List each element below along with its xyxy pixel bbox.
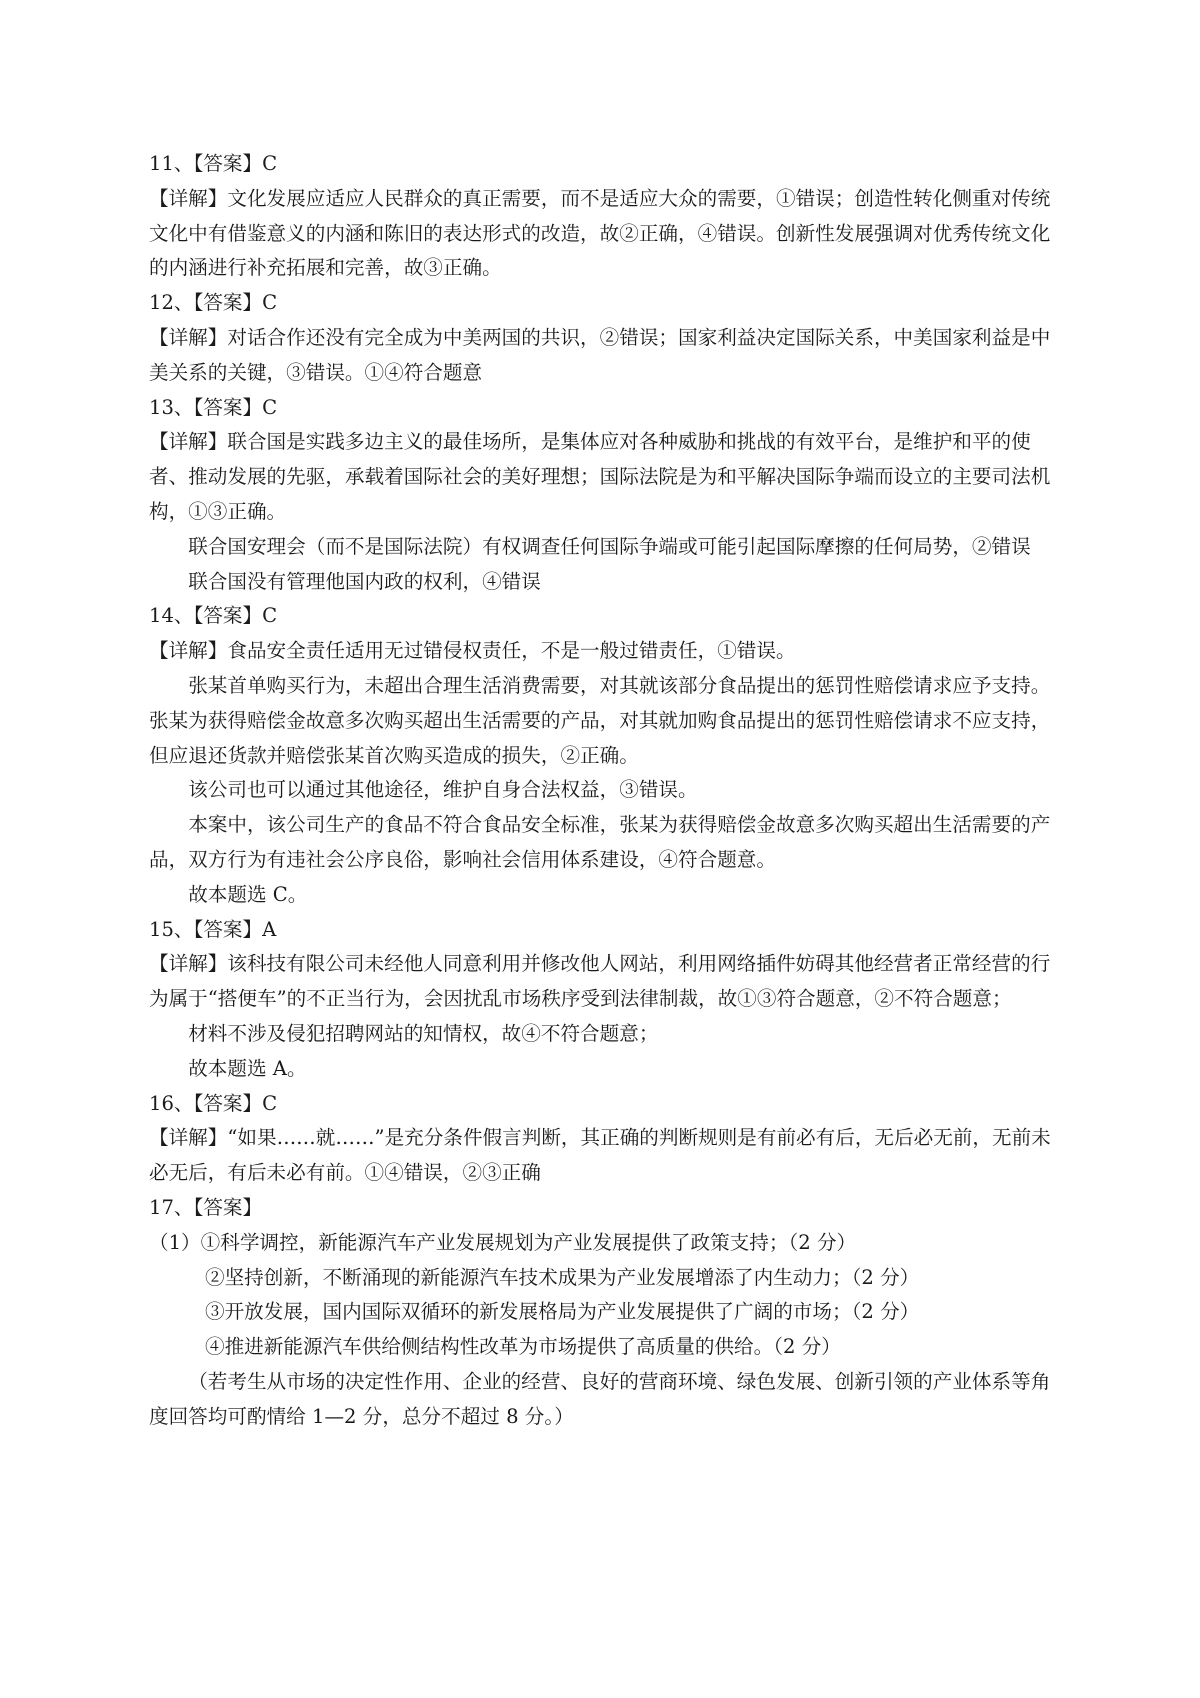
q16-answer: 16、【答案】C xyxy=(149,1091,278,1115)
q12-explanation: 【详解】对话合作还没有完全成为中美两国的共识，②错误；国家利益决定国际关系，中美国家利益是中美关系的关键，③错误。①④符合题意 xyxy=(149,325,1051,384)
q17-point: ④推进新能源汽车供给侧结构性改革为市场提供了高质量的供给。（2 分） xyxy=(205,1335,841,1359)
q13-explanation: 【详解】联合国是实践多边主义的最佳场所，是集体应对各种威胁和挑战的有效平台，是维护和平的使者、推动发展的先驱，承载着国际社会的美好理想；国际法院是为和平解决国际争端而设立的主要司法机构，①③正确。 xyxy=(149,430,1051,523)
q17-point: ③开放发展，国内国际双循环的新发展格局为产业发展提供了广阔的市场；（2 分） xyxy=(205,1300,920,1324)
q13-paragraph: 联合国没有管理他国内政的权利，④错误 xyxy=(188,569,541,593)
q14-paragraph: 张某首单购买行为，未超出合理生活消费需要，对其就该部分食品提出的惩罚性赔偿请求应予支持。张某为获得赔偿金故意多次购买超出生活需要的产品，对其就加购食品提出的惩罚性赔偿请求不应支持，但应退还货款并赔偿张某首次购买造成的损失，②正确。 xyxy=(149,673,1051,767)
q17-answer: 17、【答案】 xyxy=(149,1195,263,1219)
q15-paragraph: 故本题选 A。 xyxy=(188,1056,307,1080)
q17-point: （1）①科学调控，新能源汽车产业发展规划为产业发展提供了政策支持；（2 分） xyxy=(149,1230,857,1254)
q14-paragraph: 故本题选 C。 xyxy=(188,882,308,906)
q13-answer: 13、【答案】C xyxy=(149,395,278,419)
q14-paragraph: 本案中，该公司生产的食品不符合食品安全标准，张某为获得赔偿金故意多次购买超出生活需要的产品，双方行为有违社会公序良俗，影响社会信用体系建设，④符合题意。 xyxy=(149,813,1051,871)
q17-scoring-note: （若考生从市场的决定性作用、企业的经营、良好的营商环境、绿色发展、创新引领的产业体系等角度回答均可酌情给 1—2 分，总分不超过 8 分。） xyxy=(149,1369,1051,1428)
q12-answer: 12、【答案】C xyxy=(149,291,278,315)
q17-point: ②坚持创新，不断涌现的新能源汽车技术成果为产业发展增添了内生动力；（2 分） xyxy=(205,1265,920,1289)
q15-paragraph: 材料不涉及侵犯招聘网站的知情权，故④不符合题意； xyxy=(188,1021,659,1045)
q14-paragraph: 该公司也可以通过其他途径，维护自身合法权益，③错误。 xyxy=(188,778,698,802)
q13-paragraph: 联合国安理会（而不是国际法院）有权调查任何国际争端或可能引起国际摩擦的任何局势，②错误 xyxy=(188,534,1031,558)
document-page xyxy=(149,147,1061,1434)
q15-answer: 15、【答案】A xyxy=(149,917,277,941)
q11-explanation: 【详解】文化发展应适应人民群众的真正需要，而不是适应大众的需要，①错误；创造性转化侧重对传统文化中有借鉴意义的内涵和陈旧的表达形式的改造，故②正确，④错误。创新性发展强调对优秀传统文化的内涵进行补充拓展和完善，故③正确。 xyxy=(149,186,1051,280)
q16-explanation: 【详解】“如果……就……”是充分条件假言判断，其正确的判断规则是有前必有后，无后必无前，无前未必无后，有后未必有前。①④错误，②③正确 xyxy=(149,1126,1051,1185)
q14-explanation: 【详解】食品安全责任适用无过错侵权责任，不是一般过错责任，①错误。 xyxy=(149,639,796,663)
q11-answer: 11、【答案】C xyxy=(149,152,278,175)
q14-answer: 14、【答案】C xyxy=(149,604,278,628)
q15-explanation: 【详解】该科技有限公司未经他人同意利用并修改他人网站，利用网络插件妨碍其他经营者正常经营的行为属于“搭便车”的不正当行为，会因扰乱市场秩序受到法律制裁，故①③符合题意，②不符合题意； xyxy=(149,952,1051,1011)
